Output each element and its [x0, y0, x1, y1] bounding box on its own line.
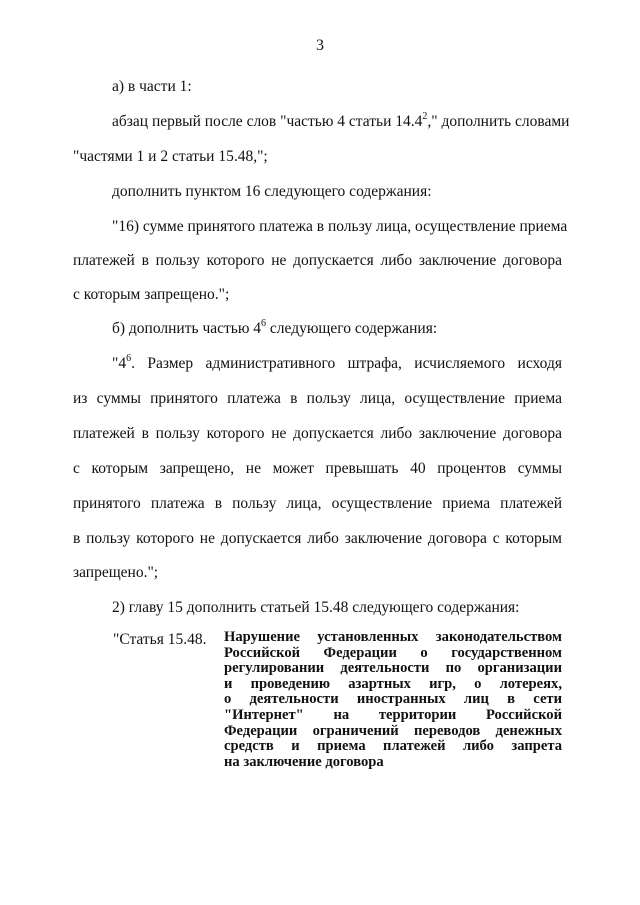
- text-line: запрещено.";: [73, 564, 159, 581]
- article-title: [224, 630, 562, 770]
- article-title-line: о деятельности иностранных лиц в сети: [224, 691, 562, 708]
- text-line-with-superscript: абзац первый после слов "частью 4 статьи 14.4$^2$," дополнить словами: [112, 111, 570, 130]
- text-line: принятого платежа в пользу лица, осуществление приема платежей: [73, 495, 562, 512]
- text-line: 2) главу 15 дополнить статьей 15.48 следующего содержания:: [112, 599, 520, 616]
- text-line-with-superscript: "$4^6$. Размер административного штрафа, исчисляемого исходя: [112, 353, 562, 372]
- article-title-line: Российской Федерации о государственном: [224, 644, 562, 661]
- text-line: "частями 1 и 2 статьи 15.48,";: [73, 148, 268, 165]
- text-line: а) в части 1:: [112, 78, 192, 95]
- article-title-line: Федерации ограничений переводов денежных: [224, 722, 562, 739]
- text-line: из суммы принятого платежа в пользу лица, осуществление приема: [73, 390, 562, 407]
- article-title-line: и проведению азартных игр, о лотереях,: [224, 675, 562, 692]
- article-title-line: на заключение договора: [224, 753, 384, 770]
- page-number: 3: [316, 37, 324, 54]
- article-label: "Статья 15.48.: [113, 631, 207, 648]
- article-title-line: "Интернет" на территории Российской: [224, 706, 562, 723]
- text-line: платежей в пользу которого не допускается либо заключение договора: [73, 252, 562, 269]
- text-line: платежей в пользу которого не допускается либо заключение договора: [73, 425, 562, 442]
- text-line: "16) сумме принятого платежа в пользу лица, осуществление приема: [112, 218, 568, 235]
- text-line: в пользу которого не допускается либо заключение договора с которым: [73, 530, 562, 547]
- text-line: с которым запрещено, не может превышать 40 процентов суммы: [73, 460, 562, 477]
- article-title-line: средств и приема платежей либо запрета: [224, 738, 562, 755]
- article-title-line: регулировании деятельности по организации: [224, 660, 562, 677]
- text-line: с которым запрещено.";: [73, 286, 230, 303]
- text-line: дополнить пунктом 16 следующего содержания:: [112, 183, 432, 200]
- text-line-with-superscript: б) дополнить частью $4^6$ следующего содержания:: [112, 318, 438, 337]
- article-title-line: Нарушение установленных законодательством: [224, 629, 562, 645]
